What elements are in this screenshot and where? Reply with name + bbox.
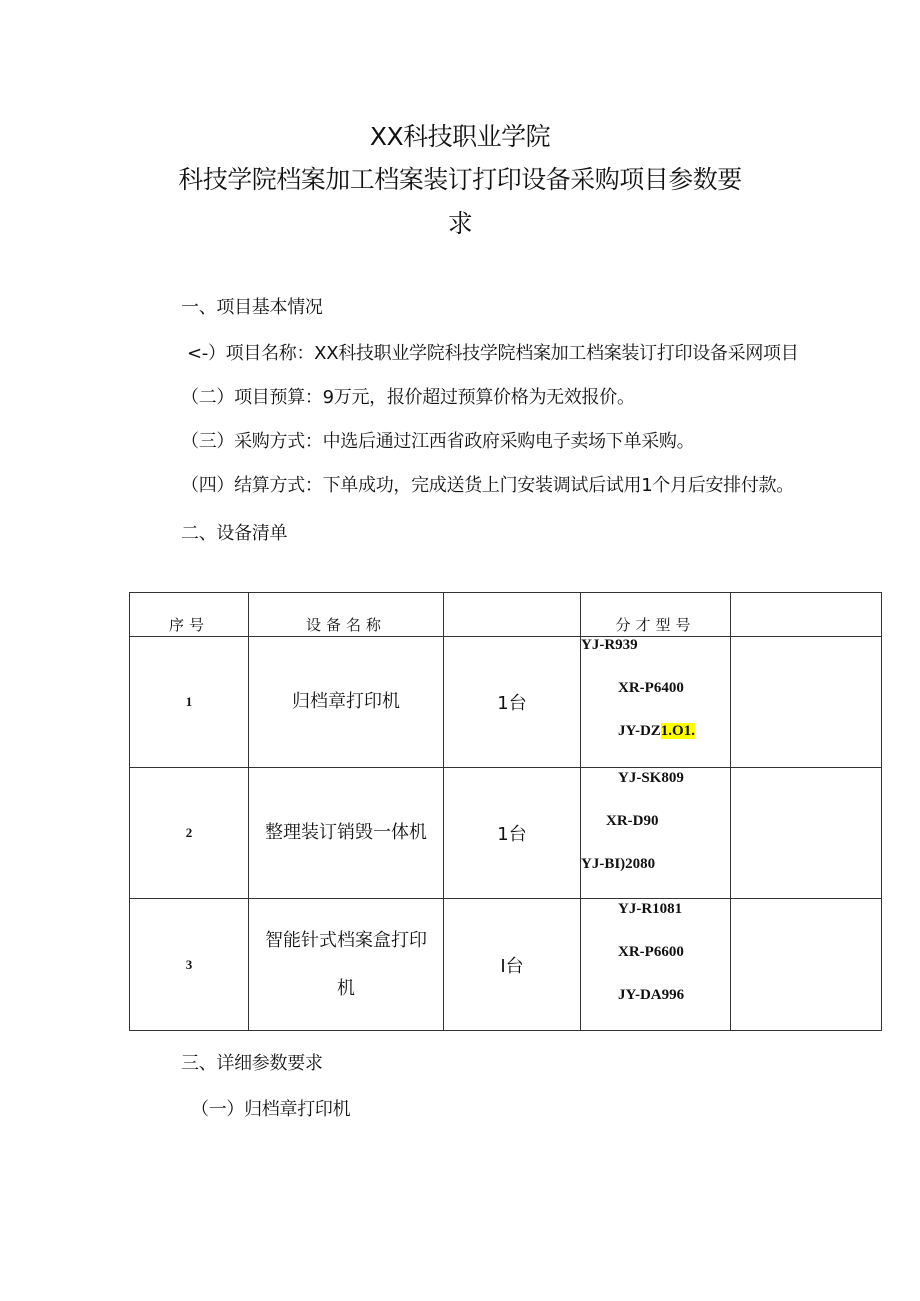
project-name-item: <-）项目名称：XX科技职业学院科技学院档案加工档案装订打印设备采网项目 xyxy=(187,343,799,364)
section3-heading: 三、详细参数要求 xyxy=(181,1053,323,1074)
table-row xyxy=(130,768,882,899)
settlement-method-item: （四）结算方式：下单成功，完成送货上门安装调试后试用1个月后安排付款。 xyxy=(181,475,794,496)
model-list xyxy=(581,768,731,899)
document-title-line1: XX科技职业学院 xyxy=(369,122,551,151)
section2-heading: 二、设备清单 xyxy=(181,523,288,544)
table-row xyxy=(130,899,882,1031)
model-item: YJ-R1081 xyxy=(618,901,683,917)
remarks-cell xyxy=(731,768,882,899)
header-model: 分才型号 xyxy=(581,593,731,637)
document-title-line3: 求 xyxy=(447,209,473,238)
section1-heading: 一、项目基本情况 xyxy=(181,297,323,318)
model-list xyxy=(581,637,731,768)
table-row xyxy=(130,637,882,768)
header-remarks xyxy=(731,593,882,637)
equipment-quantity: 1台 xyxy=(444,768,581,899)
equipment-name: 整理装订销毁一体机 xyxy=(249,768,444,899)
model-item: JY-DA996 xyxy=(618,987,685,1003)
table-header-row xyxy=(130,593,882,637)
row-number: 1 xyxy=(130,637,249,768)
equipment-quantity: I台 xyxy=(444,899,581,1031)
remarks-cell xyxy=(731,899,882,1031)
highlighted-text: 1.O1. xyxy=(660,723,695,739)
row-number: 2 xyxy=(130,768,249,899)
equipment-table xyxy=(129,592,882,1031)
remarks-cell xyxy=(731,637,882,768)
header-quantity xyxy=(444,593,581,637)
document-title-line2: 科技学院档案加工档案装订打印设备采购项目参数要 xyxy=(178,165,742,194)
header-equipment-name: 设备名称 xyxy=(249,593,444,637)
model-item: YJ-SK809 xyxy=(618,770,684,786)
model-list xyxy=(581,899,731,1031)
model-item: XR-D90 xyxy=(606,813,659,829)
project-budget-item: （二）项目预算：9万元，报价超过预算价格为无效报价。 xyxy=(181,387,635,408)
equipment-name: 归档章打印机 xyxy=(249,637,444,768)
equipment-quantity: 1台 xyxy=(444,637,581,768)
model-item: XR-P6400 xyxy=(618,680,684,696)
model-item: YJ-BI)2080 xyxy=(581,856,656,872)
row-number: 3 xyxy=(130,899,249,1031)
model-item: YJ-R939 xyxy=(581,637,638,653)
model-item: JY-DZ1.O1. xyxy=(618,723,695,739)
procurement-method-item: （三）采购方式：中选后通过江西省政府采购电子卖场下单采购。 xyxy=(181,431,695,452)
equipment-name: 智能针式档案盒打印 机 xyxy=(249,899,444,1031)
header-serial: 序号 xyxy=(130,593,249,637)
model-item: XR-P6600 xyxy=(618,944,684,960)
subsection-heading: （一）归档章打印机 xyxy=(191,1099,351,1120)
